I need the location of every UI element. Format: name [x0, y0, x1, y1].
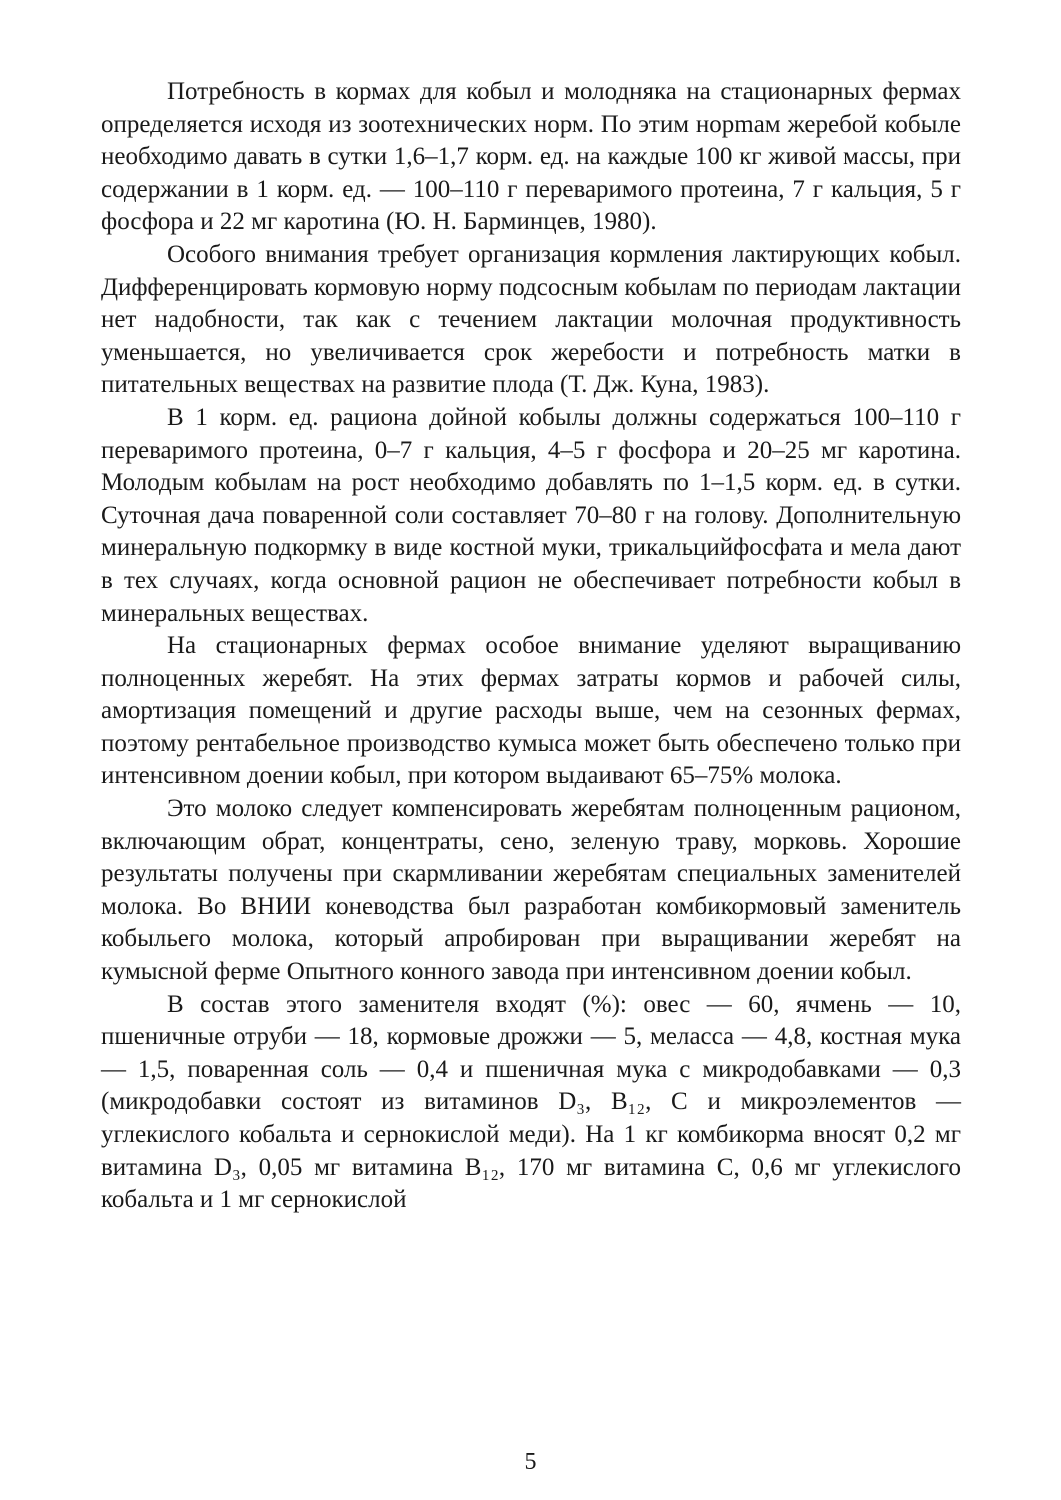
paragraph-lactating-mares: Особого внимания требует организация кормления лактирующих кобыл. Дифференцировать кормовую норму подсосным кобылам по периодам лактации нет надобности, так как с течением лактации молочная продуктивность уменьшается, но увеличивается срок жеребости и потребность матки в питательных веществах на развитие плода (Т. Дж. Куна, 1983). — [101, 240, 961, 399]
paragraph-substitute-composition: В состав этого заменителя входят (%): овес — 60, ячмень — 10, пшеничные отруби — 18, кормовые дрожжи — 5, меласса — 4,8, костная мука — 1,5, поваренная соль — 0,4 и пшеничная мука с микродобавками — 0,3 (микродобавки состоят из витаминов D₃, B₁₂, С и микроэлементов — углекислого кобальта и сернокислой меди). На 1 кг комбикорма вносят 0,2 мг витамина D₃, 0,05 мг витамина B₁₂, 170 мг витамина С, 0,6 мг углекислого кобальта и 1 мг сернокислой — [101, 990, 961, 1214]
paragraph-stationary-farms: На стационарных фермах особое внимание уделяют выращиванию полноценных жеребят. На этих фермах затраты кормов и рабочей силы, амортизация помещений и другие расходы выше, чем на сезонных фермах, поэтому рентабельное производство кумыса может быть обеспечено только при интенсивном доении кобыл, при котором выдаивают 65–75% молока. — [101, 632, 961, 790]
paragraph-milk-substitutes: Это молоко следует компенсировать жеребятам полноценным рационом, включающим обрат, концентраты, сено, зеленую траву, морковь. Хорошие результаты получены при скармливании жеребятам специальных заменителей молока. Во ВНИИ коневодства был разработан комбикормовый заменитель кобыльего молока, который апробирован при выращивании жеребят на кумысной ферме Опытного конного завода при интенсивном доении кобыл. — [101, 795, 961, 986]
body-text — [101, 76, 961, 1217]
paragraph-feed-requirements: Потребность в кормах для кобыл и молодняка на стационарных фермах определяется исходя из зоотехнических норм. По этим норmам жеребой кобыле необходимо давать в сутки 1,6–1,7 корм. ед. на каждые 100 кг живой массы, при содержании в 1 корм. ед. — 100–110 г переваримого протеина, 7 г кальция, 5 г фосфора и 22 мг каротина (Ю. Н. Барминцев, 1980). — [101, 78, 961, 236]
page-number: 5 — [524, 1449, 537, 1475]
paragraph-ration-composition: В 1 корм. ед. рациона дойной кобылы должны содержаться 100–110 г переваримого протеина, 0–7 г кальция, 4–5 г фосфора и 20–25 мг каротина. Молодым кобылам на рост необходимо добавлять по 1–1,5 корм. ед. в сутки. Суточная дача поваренной соли составляет 70–80 г на голову. Дополнительную минеральную подкормку в виде костной муки, трикальцийфосфата и мела дают в тех случаях, когда основной рацион не обеспечивает потребности кобыл в минеральных веществах. — [101, 403, 961, 627]
